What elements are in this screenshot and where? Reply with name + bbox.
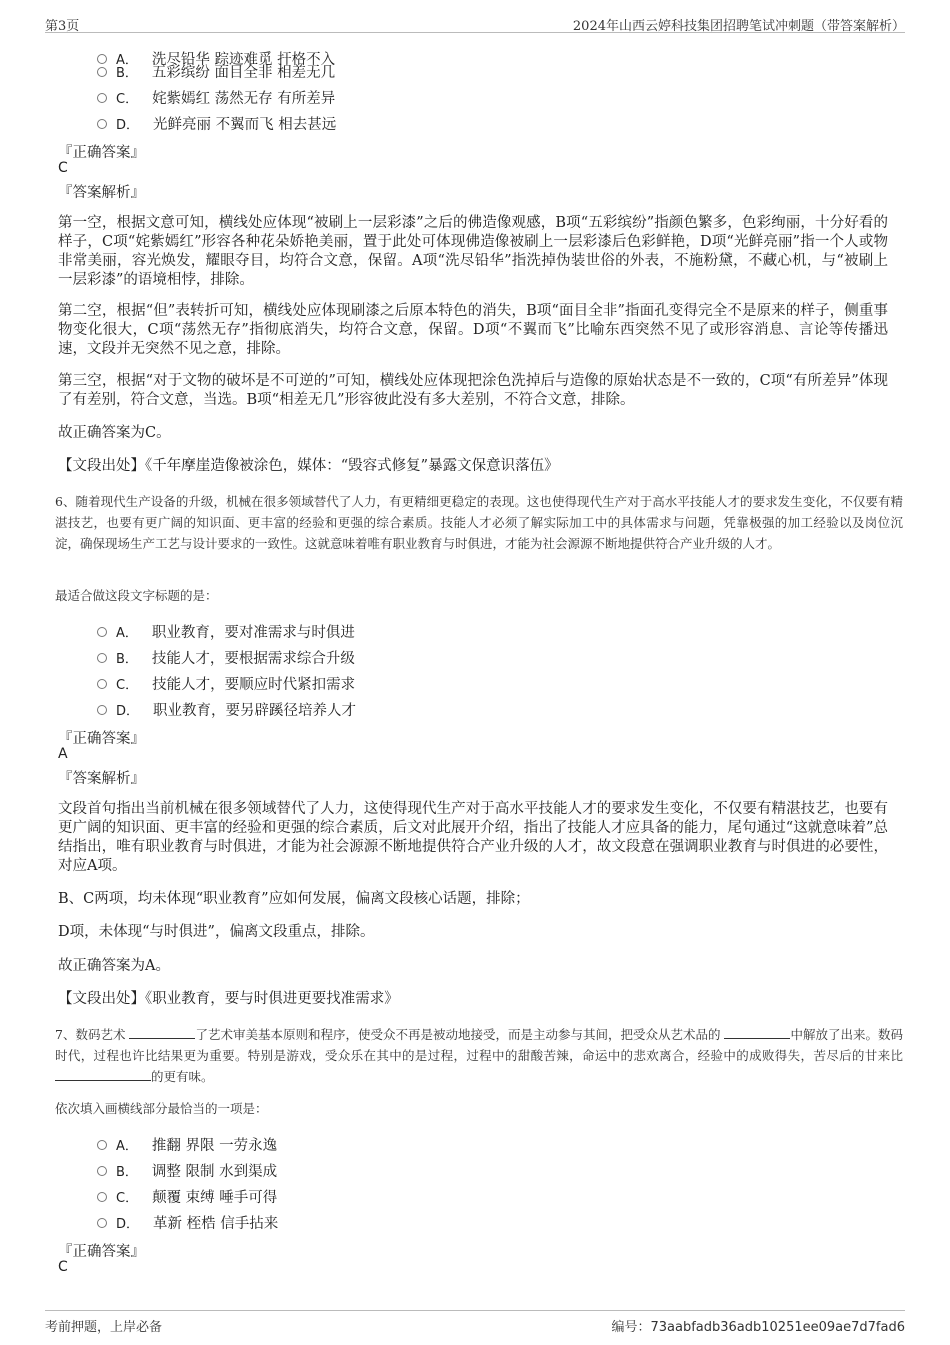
radio-icon[interactable]: [97, 119, 107, 129]
q7-option-b[interactable]: B． 调整 限制 水到渠成: [97, 1160, 277, 1180]
q6-analysis-para-2: B、C两项，均未体现“职业教育”应如何发展，偏离文段核心话题，排除；: [58, 891, 530, 907]
document-title: 2024年山西云婷科技集团招聘笔试冲刺题（带答案解析）: [572, 19, 905, 34]
blank-3: [55, 1067, 151, 1081]
page-footer: [45, 1310, 905, 1339]
q5-option-d[interactable]: D． 光鲜亮丽 不翼而飞 相去甚远: [97, 113, 336, 133]
q5-analysis-para-3: 第三空，根据“对于文物的破坏是不可逆的”可知，横线处应体现把涂色洗掉后与造像的原始状态是不一致的，C项“有所差异”体现了有差别，符合文意，当选。B项“相差无几”形容彼此没有多大差别，不符合文意，排除。: [58, 373, 888, 408]
q6-analysis-para-1: 文段首句指出当前机械在很多领域替代了人力，这使得现代生产对于高水平技能人才的要求发生变化，不仅要有精湛技艺，也要有更广阔的知识面、更丰富的经验和更强的综合素质，后文对此展开介绍，指出了技能人才应具备的能力，尾句通过“这就意味着”总结指出，唯有职业教育与时俱进，才能为社会源源不断地提供符合产业升级的人才，故文段意在强调职业教育与时俱进的必要性，对应A项。: [58, 801, 888, 874]
q6-conclusion: 故正确答案为A。: [58, 958, 170, 974]
q6-answer: A: [58, 746, 68, 762]
q5-analysis-label: 『答案解析』: [58, 185, 145, 201]
radio-icon[interactable]: [97, 93, 107, 103]
radio-icon[interactable]: [97, 67, 107, 77]
q6-option-d[interactable]: D． 职业教育，要另辟蹊径培养人才: [97, 699, 356, 719]
q7-answer: C: [58, 1259, 68, 1275]
q5-option-c[interactable]: C． 姹紫嫣红 荡然无存 有所差异: [97, 87, 335, 107]
q6-option-c[interactable]: C． 技能人才，要顺应时代紧扣需求: [97, 673, 355, 693]
q6-option-b[interactable]: B． 技能人才，要根据需求综合升级: [97, 647, 355, 667]
q5-option-b[interactable]: B． 五彩缤纷 面目全非 相差无几: [97, 61, 335, 81]
q6-question: 6、随着现代生产设备的升级，机械在很多领域替代了人力，有更精细更稳定的表现。这也使得现代生产对于高水平技能人才的要求发生变化，不仅要有精湛技艺，也要有更广阔的知识面、更丰富的经验和更强的综合素质。技能人才必须了解实际加工中的具体需求与问题，凭靠极强的加工经验以及岗位沉淀，确保现场生产工艺与设计要求的一致性。这就意味着唯有职业教育与时俱进，才能为社会源源不断地提供符合产业升级的人才。: [55, 494, 903, 551]
q6-analysis-para-3: D项，未体现“与时俱进”，偏离文段重点，排除。: [58, 924, 375, 940]
blank-1: [129, 1025, 195, 1039]
page-number: 第3页: [45, 19, 80, 34]
q6-option-a[interactable]: A． 职业教育，要对准需求与时俱进: [97, 621, 355, 641]
q5-answer-label: 『正确答案』: [58, 145, 145, 161]
blank-2: [724, 1025, 790, 1039]
q5-analysis-para-1: 第一空，根据文意可知，横线处应体现“被刷上一层彩漆”之后的佛造像观感，B项“五彩缤纷”指颜色繁多，色彩绚丽，十分好看的样子，C项“姹紫嫣红”形容各种花朵娇艳美丽，置于此处可体现佛造像被刷上一层彩漆后色彩鲜艳，D项“光鲜亮丽”指一个人或物非常美丽，容光焕发，耀眼夺目，均符合文意，保留。A项“洗尽铅华”指洗掉伪装世俗的外表，不施粉黛，不藏心机，与“被刷上一层彩漆”的语境相悖，排除。: [58, 215, 888, 288]
q6-prompt: 最适合做这段文字标题的是：: [55, 588, 218, 603]
q7-option-d[interactable]: D． 革新 桎梏 信手拈来: [97, 1212, 278, 1232]
q6-answer-label: 『正确答案』: [58, 731, 145, 747]
page-header: [45, 10, 905, 33]
q5-answer: C: [58, 160, 68, 176]
q7-option-a[interactable]: A． 推翻 界限 一劳永逸: [97, 1134, 277, 1154]
document-code: 编号：73aabfadb36adb10251ee09ae7d7fad6: [611, 1320, 905, 1335]
radio-icon[interactable]: [97, 1192, 107, 1202]
q5-analysis-para-2: 第二空，根据“但”表转折可知，横线处应体现刷漆之后原本特色的消失，B项“面目全非”指面孔变得完全不是原来的样子，侧重事物变化很大，C项“荡然无存”指彻底消失，均符合文意，保留。D项“不翼而飞”比喻东西突然不见了或形容消息、言论等传播迅速，文段并无突然不见之意，排除。: [58, 303, 888, 357]
q5-conclusion: 故正确答案为C。: [58, 425, 171, 441]
radio-icon[interactable]: [97, 653, 107, 663]
radio-icon[interactable]: [97, 1140, 107, 1150]
q7-option-c[interactable]: C． 颠覆 束缚 唾手可得: [97, 1186, 277, 1206]
q6-source: 【文段出处】《职业教育，要与时俱进更要找准需求》: [58, 991, 399, 1007]
radio-icon[interactable]: [97, 679, 107, 689]
q7-answer-label: 『正确答案』: [58, 1244, 145, 1260]
radio-icon[interactable]: [97, 705, 107, 715]
q7-question: 7、数码艺术 了艺术审美基本原则和程序，使受众不再是被动地接受，而是主动参与其间，把受众从艺术品的 中解放了出来。数码时代，过程也许比结果更为重要。特别是游戏，受众乐在其中的是过程，过程中的甜酸苦辣，命运中的悲欢离合，经验中的成败得失，苦尽后的甘来比 的更有味。: [55, 1027, 903, 1084]
footer-slogan: 考前押题，上岸必备: [45, 1320, 163, 1335]
radio-icon[interactable]: [97, 627, 107, 637]
q5-source: 【文段出处】《千年摩崖造像被涂色，媒体：“毁容式修复”暴露文保意识落伍》: [58, 458, 559, 474]
q6-analysis-label: 『答案解析』: [58, 771, 145, 787]
radio-icon[interactable]: [97, 1218, 107, 1228]
radio-icon[interactable]: [97, 1166, 107, 1176]
q7-prompt: 依次填入画横线部分最恰当的一项是：: [55, 1101, 268, 1116]
q5-option-a[interactable]: A． 洗尽铅华 踪迹难觅 扞格不入: [97, 48, 335, 68]
